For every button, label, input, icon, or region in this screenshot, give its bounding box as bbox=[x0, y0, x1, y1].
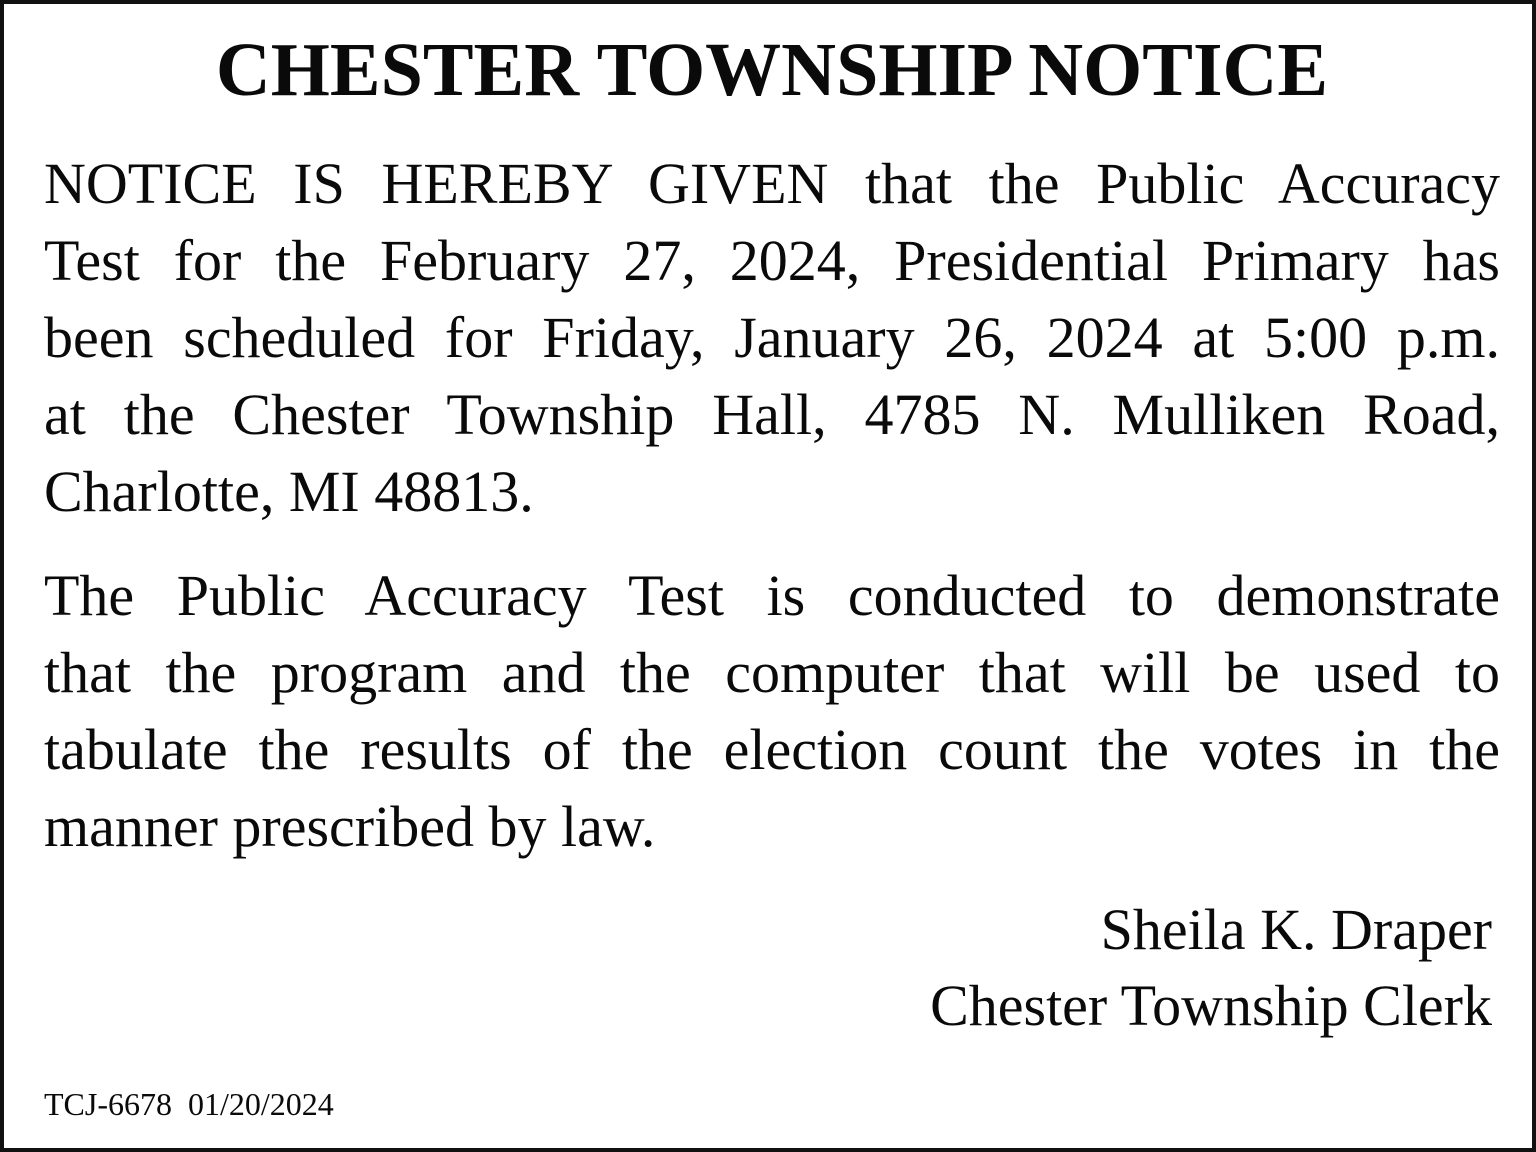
paragraph-2-line: manner prescribed by law. bbox=[44, 794, 656, 859]
paragraph-1-line: Test for the February 27, 2024, Presidential Primary has bbox=[44, 228, 1500, 293]
signatory-name: Sheila K. Draper bbox=[1100, 897, 1492, 962]
paragraph-1-line: NOTICE IS HEREBY GIVEN that the Public Accuracy bbox=[44, 151, 1500, 216]
notice-title: CHESTER TOWNSHIP NOTICE bbox=[215, 28, 1329, 112]
paragraph-2-line: The Public Accuracy Test is conducted to demonstrate bbox=[44, 563, 1500, 628]
publication-date: 01/20/2024 bbox=[188, 1086, 334, 1122]
reference-code: TCJ-6678 bbox=[44, 1086, 172, 1122]
notice-paragraph-1 bbox=[44, 145, 1500, 530]
paragraph-1-line: Charlotte, MI 48813. bbox=[44, 459, 534, 524]
notice-paragraph-2 bbox=[44, 557, 1500, 865]
signatory-role: Chester Township Clerk bbox=[930, 973, 1492, 1038]
paragraph-1-line: been scheduled for Friday, January 26, 2024 at 5:00 p.m. bbox=[44, 305, 1500, 370]
notice-footer bbox=[44, 1084, 334, 1124]
paragraph-2-line: that the program and the computer that will be used to bbox=[44, 640, 1500, 705]
signature-block bbox=[930, 892, 1492, 1044]
paragraph-1-line: at the Chester Township Hall, 4785 N. Mulliken Road, bbox=[44, 382, 1500, 447]
paragraph-2-line: tabulate the results of the election count the votes in the bbox=[44, 717, 1500, 782]
